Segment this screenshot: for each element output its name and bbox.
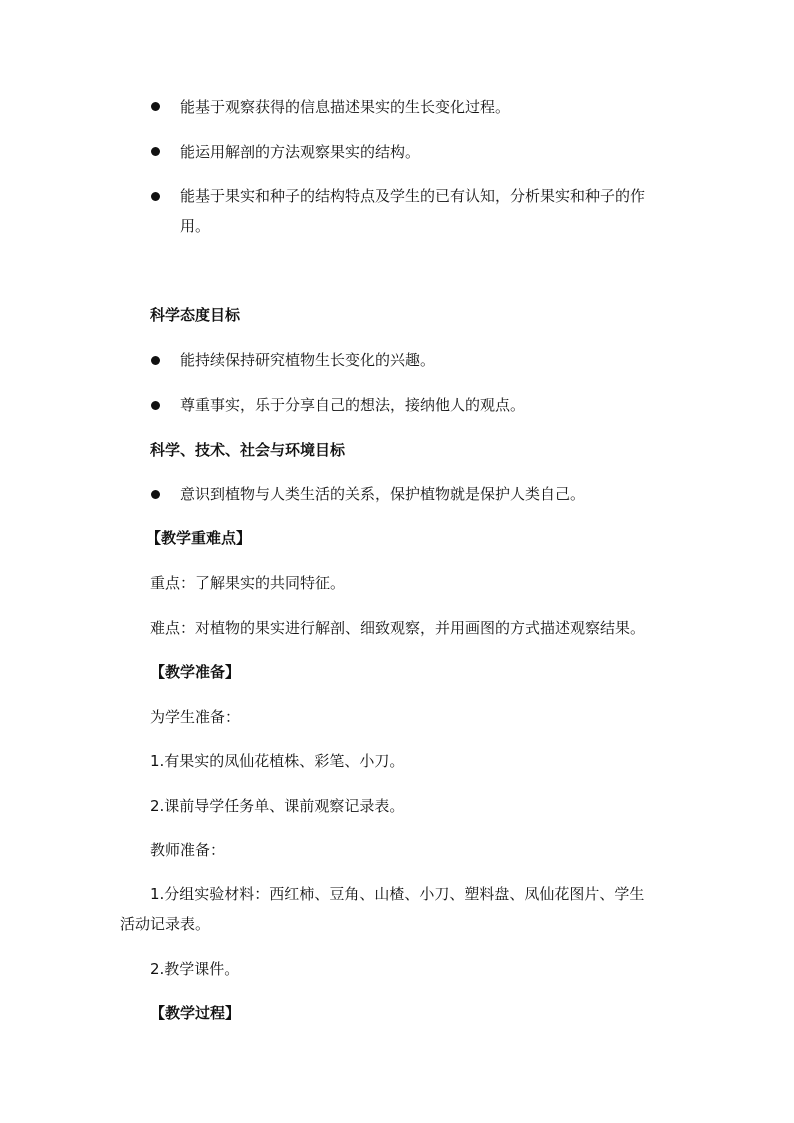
teacher-prep-item-2: 2.教学课件。 [150, 960, 240, 978]
preparation-heading: 【教学准备】 [150, 663, 241, 681]
key-point-focus: 重点：了解果实的共同特征。 [150, 574, 346, 592]
stse-heading: 科学、技术、社会与环境目标 [150, 441, 346, 459]
bullet-dot-icon [151, 192, 160, 201]
objective-bullet-1: 能基于观察获得的信息描述果实的生长变化过程。 [180, 98, 511, 116]
bullet-dot-icon [151, 147, 160, 156]
attitude-heading: 科学态度目标 [150, 306, 241, 324]
bullet-dot-icon [151, 490, 160, 499]
key-point-difficulty: 难点：对植物的果实进行解剖、细致观察，并用画图的方式描述观察结果。 [150, 619, 646, 637]
attitude-bullet-2: 尊重事实，乐于分享自己的想法，接纳他人的观点。 [180, 396, 526, 414]
student-prep-label: 为学生准备： [150, 708, 241, 726]
bullet-dot-icon [151, 401, 160, 410]
teacher-prep-item-1-continuation: 活动记录表。 [120, 915, 211, 933]
process-heading: 【教学过程】 [150, 1004, 241, 1022]
teacher-prep-item-1: 1.分组实验材料：西红柿、豆角、山楂、小刀、塑料盘、凤仙花图片、学生 [150, 885, 645, 903]
key-points-heading: 【教学重难点】 [146, 529, 252, 547]
student-prep-item-1: 1.有果实的凤仙花植株、彩笔、小刀。 [150, 752, 405, 770]
objective-bullet-2: 能运用解剖的方法观察果实的结构。 [180, 143, 421, 161]
student-prep-item-2: 2.课前导学任务单、课前观察记录表。 [150, 797, 405, 815]
bullet-dot-icon [151, 356, 160, 365]
teacher-prep-label: 教师准备： [150, 841, 226, 859]
objective-bullet-3-continuation: 用。 [180, 217, 211, 235]
attitude-bullet-1: 能持续保持研究植物生长变化的兴趣。 [180, 351, 436, 369]
bullet-dot-icon [151, 102, 160, 111]
stse-bullet-1: 意识到植物与人类生活的关系，保护植物就是保护人类自己。 [180, 485, 586, 503]
objective-bullet-3: 能基于果实和种子的结构特点及学生的已有认知，分析果实和种子的作 [180, 187, 646, 205]
